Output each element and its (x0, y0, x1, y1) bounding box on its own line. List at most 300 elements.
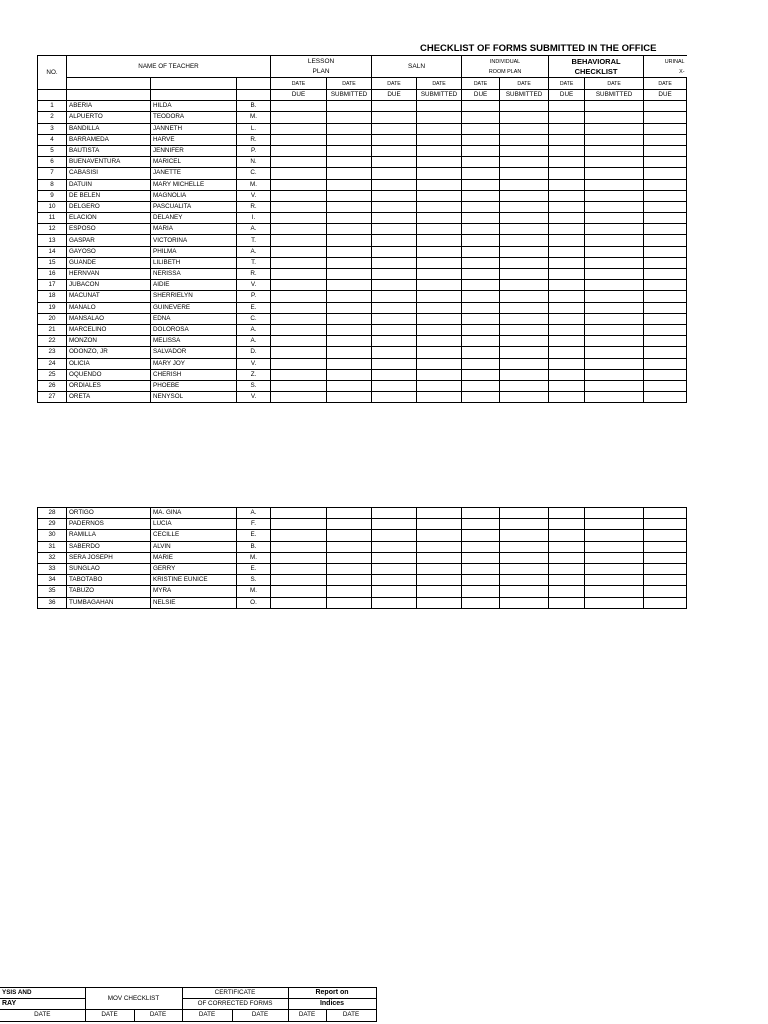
date-entry-cell[interactable] (462, 369, 500, 380)
date-entry-cell[interactable] (372, 257, 417, 268)
date-entry-cell[interactable] (271, 201, 327, 212)
date-entry-cell[interactable] (585, 302, 644, 313)
date-entry-cell[interactable] (417, 179, 462, 190)
date-entry-cell[interactable] (271, 324, 327, 335)
date-entry-cell[interactable] (327, 101, 372, 112)
date-entry-cell[interactable] (500, 145, 549, 156)
date-entry-cell[interactable] (271, 358, 327, 369)
date-entry-cell[interactable] (271, 380, 327, 391)
date-entry-cell[interactable] (327, 302, 372, 313)
date-entry-cell[interactable] (585, 257, 644, 268)
date-entry-cell[interactable] (372, 392, 417, 403)
date-entry-cell[interactable] (585, 380, 644, 391)
date-entry-cell[interactable] (644, 280, 687, 291)
date-entry-cell[interactable] (327, 201, 372, 212)
date-entry-cell[interactable] (372, 313, 417, 324)
date-entry-cell[interactable] (549, 101, 585, 112)
date-entry-cell[interactable] (271, 269, 327, 280)
date-entry-cell[interactable] (549, 380, 585, 391)
date-entry-cell[interactable] (271, 575, 327, 586)
date-entry-cell[interactable] (644, 552, 687, 563)
date-entry-cell[interactable] (327, 157, 372, 168)
date-entry-cell[interactable] (327, 224, 372, 235)
date-entry-cell[interactable] (372, 508, 417, 519)
date-entry-cell[interactable] (417, 112, 462, 123)
date-entry-cell[interactable] (462, 519, 500, 530)
date-entry-cell[interactable] (417, 586, 462, 597)
date-entry-cell[interactable] (585, 541, 644, 552)
date-entry-cell[interactable] (585, 313, 644, 324)
date-entry-cell[interactable] (500, 597, 549, 608)
date-entry-cell[interactable] (500, 224, 549, 235)
date-entry-cell[interactable] (644, 269, 687, 280)
date-entry-cell[interactable] (500, 508, 549, 519)
date-entry-cell[interactable] (644, 224, 687, 235)
date-entry-cell[interactable] (585, 530, 644, 541)
date-entry-cell[interactable] (500, 369, 549, 380)
date-entry-cell[interactable] (372, 101, 417, 112)
date-entry-cell[interactable] (372, 157, 417, 168)
date-entry-cell[interactable] (417, 530, 462, 541)
date-entry-cell[interactable] (417, 392, 462, 403)
date-entry-cell[interactable] (500, 112, 549, 123)
date-entry-cell[interactable] (271, 246, 327, 257)
date-entry-cell[interactable] (462, 145, 500, 156)
date-entry-cell[interactable] (417, 280, 462, 291)
date-entry-cell[interactable] (462, 552, 500, 563)
date-entry-cell[interactable] (417, 157, 462, 168)
date-entry-cell[interactable] (462, 392, 500, 403)
date-entry-cell[interactable] (372, 380, 417, 391)
date-entry-cell[interactable] (417, 190, 462, 201)
date-entry-cell[interactable] (462, 563, 500, 574)
date-entry-cell[interactable] (500, 519, 549, 530)
date-entry-cell[interactable] (549, 134, 585, 145)
date-entry-cell[interactable] (585, 519, 644, 530)
date-entry-cell[interactable] (327, 291, 372, 302)
date-entry-cell[interactable] (500, 257, 549, 268)
date-entry-cell[interactable] (327, 280, 372, 291)
date-entry-cell[interactable] (549, 224, 585, 235)
date-entry-cell[interactable] (549, 336, 585, 347)
date-entry-cell[interactable] (271, 552, 327, 563)
date-entry-cell[interactable] (327, 145, 372, 156)
date-entry-cell[interactable] (644, 201, 687, 212)
date-entry-cell[interactable] (549, 552, 585, 563)
date-entry-cell[interactable] (271, 101, 327, 112)
date-entry-cell[interactable] (585, 552, 644, 563)
date-entry-cell[interactable] (271, 224, 327, 235)
date-entry-cell[interactable] (644, 302, 687, 313)
date-entry-cell[interactable] (500, 313, 549, 324)
date-entry-cell[interactable] (462, 302, 500, 313)
date-entry-cell[interactable] (585, 123, 644, 134)
date-entry-cell[interactable] (417, 380, 462, 391)
date-entry-cell[interactable] (462, 123, 500, 134)
date-entry-cell[interactable] (462, 257, 500, 268)
date-entry-cell[interactable] (327, 213, 372, 224)
date-entry-cell[interactable] (417, 123, 462, 134)
date-entry-cell[interactable] (417, 541, 462, 552)
date-entry-cell[interactable] (417, 313, 462, 324)
date-entry-cell[interactable] (585, 201, 644, 212)
date-entry-cell[interactable] (585, 145, 644, 156)
date-entry-cell[interactable] (644, 235, 687, 246)
date-entry-cell[interactable] (271, 190, 327, 201)
date-entry-cell[interactable] (549, 213, 585, 224)
date-entry-cell[interactable] (271, 313, 327, 324)
date-entry-cell[interactable] (462, 168, 500, 179)
date-entry-cell[interactable] (372, 347, 417, 358)
date-entry-cell[interactable] (549, 369, 585, 380)
date-entry-cell[interactable] (644, 134, 687, 145)
date-entry-cell[interactable] (271, 336, 327, 347)
date-entry-cell[interactable] (644, 541, 687, 552)
date-entry-cell[interactable] (327, 575, 372, 586)
date-entry-cell[interactable] (372, 291, 417, 302)
date-entry-cell[interactable] (327, 541, 372, 552)
date-entry-cell[interactable] (585, 347, 644, 358)
date-entry-cell[interactable] (500, 541, 549, 552)
date-entry-cell[interactable] (549, 519, 585, 530)
date-entry-cell[interactable] (500, 134, 549, 145)
date-entry-cell[interactable] (585, 213, 644, 224)
date-entry-cell[interactable] (585, 112, 644, 123)
date-entry-cell[interactable] (271, 392, 327, 403)
date-entry-cell[interactable] (417, 246, 462, 257)
date-entry-cell[interactable] (462, 291, 500, 302)
date-entry-cell[interactable] (372, 201, 417, 212)
date-entry-cell[interactable] (372, 179, 417, 190)
date-entry-cell[interactable] (327, 530, 372, 541)
date-entry-cell[interactable] (271, 134, 327, 145)
date-entry-cell[interactable] (417, 508, 462, 519)
date-entry-cell[interactable] (500, 380, 549, 391)
date-entry-cell[interactable] (500, 347, 549, 358)
date-entry-cell[interactable] (549, 313, 585, 324)
date-entry-cell[interactable] (462, 508, 500, 519)
date-entry-cell[interactable] (327, 563, 372, 574)
date-entry-cell[interactable] (271, 508, 327, 519)
date-entry-cell[interactable] (644, 358, 687, 369)
date-entry-cell[interactable] (500, 302, 549, 313)
date-entry-cell[interactable] (417, 257, 462, 268)
date-entry-cell[interactable] (417, 235, 462, 246)
date-entry-cell[interactable] (585, 179, 644, 190)
date-entry-cell[interactable] (549, 179, 585, 190)
date-entry-cell[interactable] (585, 246, 644, 257)
date-entry-cell[interactable] (549, 280, 585, 291)
date-entry-cell[interactable] (585, 101, 644, 112)
date-entry-cell[interactable] (462, 530, 500, 541)
date-entry-cell[interactable] (644, 369, 687, 380)
date-entry-cell[interactable] (585, 392, 644, 403)
date-entry-cell[interactable] (372, 358, 417, 369)
date-entry-cell[interactable] (549, 324, 585, 335)
date-entry-cell[interactable] (271, 179, 327, 190)
date-entry-cell[interactable] (500, 586, 549, 597)
date-entry-cell[interactable] (271, 597, 327, 608)
date-entry-cell[interactable] (644, 291, 687, 302)
date-entry-cell[interactable] (417, 552, 462, 563)
date-entry-cell[interactable] (644, 257, 687, 268)
date-entry-cell[interactable] (644, 392, 687, 403)
date-entry-cell[interactable] (500, 552, 549, 563)
date-entry-cell[interactable] (372, 213, 417, 224)
date-entry-cell[interactable] (462, 324, 500, 335)
date-entry-cell[interactable] (585, 586, 644, 597)
date-entry-cell[interactable] (327, 392, 372, 403)
date-entry-cell[interactable] (585, 280, 644, 291)
date-entry-cell[interactable] (462, 134, 500, 145)
date-entry-cell[interactable] (417, 347, 462, 358)
date-entry-cell[interactable] (417, 324, 462, 335)
date-entry-cell[interactable] (500, 246, 549, 257)
date-entry-cell[interactable] (271, 541, 327, 552)
date-entry-cell[interactable] (585, 224, 644, 235)
date-entry-cell[interactable] (644, 157, 687, 168)
date-entry-cell[interactable] (549, 530, 585, 541)
date-entry-cell[interactable] (549, 347, 585, 358)
date-entry-cell[interactable] (417, 369, 462, 380)
date-entry-cell[interactable] (271, 291, 327, 302)
date-entry-cell[interactable] (585, 597, 644, 608)
date-entry-cell[interactable] (327, 552, 372, 563)
date-entry-cell[interactable] (500, 392, 549, 403)
date-entry-cell[interactable] (549, 190, 585, 201)
date-entry-cell[interactable] (417, 597, 462, 608)
date-entry-cell[interactable] (271, 157, 327, 168)
date-entry-cell[interactable] (271, 145, 327, 156)
date-entry-cell[interactable] (500, 324, 549, 335)
date-entry-cell[interactable] (500, 190, 549, 201)
date-entry-cell[interactable] (585, 291, 644, 302)
date-entry-cell[interactable] (417, 269, 462, 280)
date-entry-cell[interactable] (549, 291, 585, 302)
date-entry-cell[interactable] (585, 190, 644, 201)
date-entry-cell[interactable] (549, 257, 585, 268)
date-entry-cell[interactable] (271, 257, 327, 268)
date-entry-cell[interactable] (417, 224, 462, 235)
date-entry-cell[interactable] (644, 597, 687, 608)
date-entry-cell[interactable] (549, 302, 585, 313)
date-entry-cell[interactable] (372, 336, 417, 347)
date-entry-cell[interactable] (327, 179, 372, 190)
date-entry-cell[interactable] (372, 575, 417, 586)
date-entry-cell[interactable] (372, 324, 417, 335)
date-entry-cell[interactable] (271, 280, 327, 291)
date-entry-cell[interactable] (271, 563, 327, 574)
date-entry-cell[interactable] (462, 347, 500, 358)
date-entry-cell[interactable] (585, 235, 644, 246)
date-entry-cell[interactable] (585, 168, 644, 179)
date-entry-cell[interactable] (644, 101, 687, 112)
date-entry-cell[interactable] (417, 302, 462, 313)
date-entry-cell[interactable] (500, 530, 549, 541)
date-entry-cell[interactable] (327, 358, 372, 369)
date-entry-cell[interactable] (271, 112, 327, 123)
date-entry-cell[interactable] (372, 597, 417, 608)
date-entry-cell[interactable] (462, 313, 500, 324)
date-entry-cell[interactable] (372, 541, 417, 552)
date-entry-cell[interactable] (372, 235, 417, 246)
date-entry-cell[interactable] (372, 168, 417, 179)
date-entry-cell[interactable] (549, 112, 585, 123)
date-entry-cell[interactable] (500, 358, 549, 369)
date-entry-cell[interactable] (417, 201, 462, 212)
date-entry-cell[interactable] (417, 358, 462, 369)
date-entry-cell[interactable] (462, 269, 500, 280)
date-entry-cell[interactable] (372, 519, 417, 530)
date-entry-cell[interactable] (417, 519, 462, 530)
date-entry-cell[interactable] (372, 530, 417, 541)
date-entry-cell[interactable] (372, 302, 417, 313)
date-entry-cell[interactable] (327, 123, 372, 134)
date-entry-cell[interactable] (644, 508, 687, 519)
date-entry-cell[interactable] (271, 235, 327, 246)
date-entry-cell[interactable] (462, 213, 500, 224)
date-entry-cell[interactable] (327, 324, 372, 335)
date-entry-cell[interactable] (417, 101, 462, 112)
date-entry-cell[interactable] (549, 392, 585, 403)
date-entry-cell[interactable] (644, 168, 687, 179)
date-entry-cell[interactable] (327, 586, 372, 597)
date-entry-cell[interactable] (549, 575, 585, 586)
date-entry-cell[interactable] (549, 145, 585, 156)
date-entry-cell[interactable] (417, 213, 462, 224)
date-entry-cell[interactable] (585, 508, 644, 519)
date-entry-cell[interactable] (462, 179, 500, 190)
date-entry-cell[interactable] (549, 586, 585, 597)
date-entry-cell[interactable] (500, 157, 549, 168)
date-entry-cell[interactable] (644, 575, 687, 586)
date-entry-cell[interactable] (417, 336, 462, 347)
date-entry-cell[interactable] (644, 530, 687, 541)
date-entry-cell[interactable] (644, 324, 687, 335)
date-entry-cell[interactable] (327, 336, 372, 347)
date-entry-cell[interactable] (500, 123, 549, 134)
date-entry-cell[interactable] (271, 168, 327, 179)
date-entry-cell[interactable] (462, 280, 500, 291)
date-entry-cell[interactable] (585, 269, 644, 280)
date-entry-cell[interactable] (585, 358, 644, 369)
date-entry-cell[interactable] (462, 336, 500, 347)
date-entry-cell[interactable] (327, 235, 372, 246)
date-entry-cell[interactable] (644, 112, 687, 123)
date-entry-cell[interactable] (644, 213, 687, 224)
date-entry-cell[interactable] (372, 246, 417, 257)
date-entry-cell[interactable] (585, 324, 644, 335)
date-entry-cell[interactable] (500, 213, 549, 224)
date-entry-cell[interactable] (327, 508, 372, 519)
date-entry-cell[interactable] (327, 246, 372, 257)
date-entry-cell[interactable] (644, 179, 687, 190)
date-entry-cell[interactable] (644, 347, 687, 358)
date-entry-cell[interactable] (644, 519, 687, 530)
date-entry-cell[interactable] (372, 112, 417, 123)
date-entry-cell[interactable] (549, 201, 585, 212)
date-entry-cell[interactable] (372, 563, 417, 574)
date-entry-cell[interactable] (585, 336, 644, 347)
date-entry-cell[interactable] (549, 563, 585, 574)
date-entry-cell[interactable] (271, 369, 327, 380)
date-entry-cell[interactable] (585, 134, 644, 145)
date-entry-cell[interactable] (644, 123, 687, 134)
date-entry-cell[interactable] (500, 168, 549, 179)
date-entry-cell[interactable] (327, 369, 372, 380)
date-entry-cell[interactable] (500, 269, 549, 280)
date-entry-cell[interactable] (644, 246, 687, 257)
date-entry-cell[interactable] (644, 336, 687, 347)
date-entry-cell[interactable] (327, 597, 372, 608)
date-entry-cell[interactable] (644, 563, 687, 574)
date-entry-cell[interactable] (271, 302, 327, 313)
date-entry-cell[interactable] (549, 358, 585, 369)
date-entry-cell[interactable] (271, 347, 327, 358)
date-entry-cell[interactable] (500, 101, 549, 112)
date-entry-cell[interactable] (462, 246, 500, 257)
date-entry-cell[interactable] (644, 380, 687, 391)
date-entry-cell[interactable] (462, 157, 500, 168)
date-entry-cell[interactable] (327, 168, 372, 179)
date-entry-cell[interactable] (462, 235, 500, 246)
date-entry-cell[interactable] (462, 586, 500, 597)
date-entry-cell[interactable] (549, 246, 585, 257)
date-entry-cell[interactable] (500, 291, 549, 302)
date-entry-cell[interactable] (500, 201, 549, 212)
date-entry-cell[interactable] (327, 313, 372, 324)
date-entry-cell[interactable] (462, 201, 500, 212)
date-entry-cell[interactable] (327, 269, 372, 280)
date-entry-cell[interactable] (417, 134, 462, 145)
date-entry-cell[interactable] (462, 358, 500, 369)
date-entry-cell[interactable] (271, 213, 327, 224)
date-entry-cell[interactable] (417, 291, 462, 302)
date-entry-cell[interactable] (372, 280, 417, 291)
date-entry-cell[interactable] (372, 190, 417, 201)
date-entry-cell[interactable] (462, 597, 500, 608)
date-entry-cell[interactable] (271, 519, 327, 530)
date-entry-cell[interactable] (549, 157, 585, 168)
date-entry-cell[interactable] (417, 168, 462, 179)
date-entry-cell[interactable] (372, 224, 417, 235)
date-entry-cell[interactable] (500, 280, 549, 291)
date-entry-cell[interactable] (327, 347, 372, 358)
date-entry-cell[interactable] (585, 157, 644, 168)
date-entry-cell[interactable] (372, 552, 417, 563)
date-entry-cell[interactable] (327, 190, 372, 201)
date-entry-cell[interactable] (372, 269, 417, 280)
date-entry-cell[interactable] (462, 190, 500, 201)
date-entry-cell[interactable] (462, 541, 500, 552)
date-entry-cell[interactable] (500, 563, 549, 574)
date-entry-cell[interactable] (327, 257, 372, 268)
date-entry-cell[interactable] (372, 586, 417, 597)
date-entry-cell[interactable] (327, 134, 372, 145)
date-entry-cell[interactable] (549, 168, 585, 179)
date-entry-cell[interactable] (644, 145, 687, 156)
date-entry-cell[interactable] (271, 530, 327, 541)
date-entry-cell[interactable] (585, 563, 644, 574)
date-entry-cell[interactable] (500, 575, 549, 586)
date-entry-cell[interactable] (549, 508, 585, 519)
date-entry-cell[interactable] (500, 235, 549, 246)
date-entry-cell[interactable] (271, 123, 327, 134)
date-entry-cell[interactable] (417, 563, 462, 574)
date-entry-cell[interactable] (417, 575, 462, 586)
date-entry-cell[interactable] (462, 575, 500, 586)
date-entry-cell[interactable] (549, 123, 585, 134)
